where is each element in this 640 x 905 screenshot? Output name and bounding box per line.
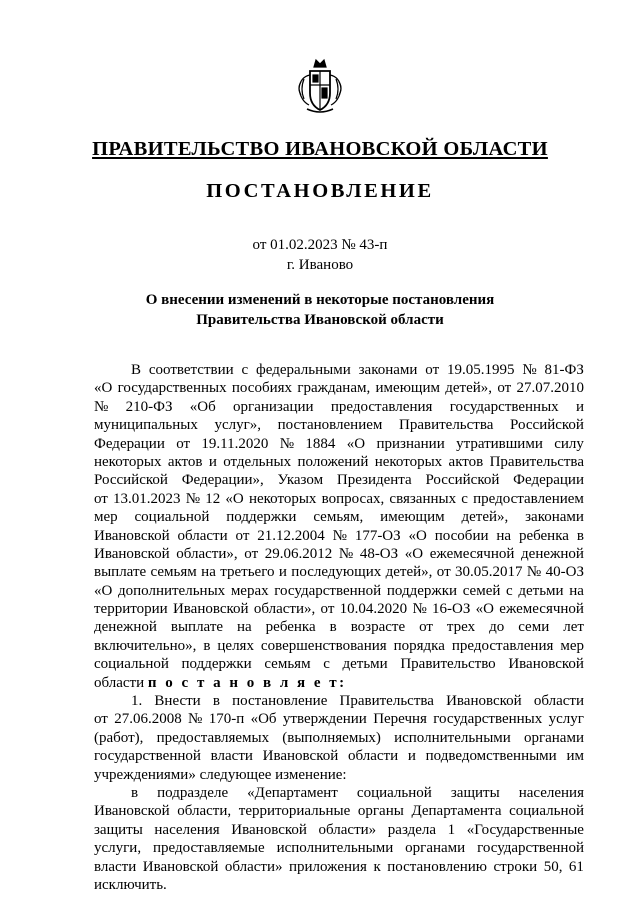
word: от (244, 545, 259, 562)
body-line (94, 784, 584, 802)
word: 170-п (208, 711, 245, 728)
word: (выполняемых) (282, 729, 381, 746)
word: поддержки (181, 656, 252, 673)
word: пособиях (231, 380, 293, 397)
organization-title: ПРАВИТЕЛЬСТВО ИВАНОВСКОЙ ОБЛАСТИ (92, 138, 548, 160)
word: утверждении (282, 711, 367, 728)
word: подведомственными (425, 748, 557, 765)
word: и (575, 398, 584, 415)
body-line (94, 839, 584, 857)
word: области, (177, 803, 232, 820)
body-line (94, 435, 584, 453)
word: Ивановской (262, 748, 339, 765)
word: детей», (461, 509, 509, 526)
subject-line-2: Правительства Ивановской области (196, 312, 444, 328)
word: Ивановской (94, 545, 170, 562)
word: лет (563, 619, 584, 636)
body-line (94, 637, 584, 655)
word: на (237, 619, 252, 636)
word: детьми (518, 582, 564, 599)
word: семей (462, 582, 501, 599)
word: услуг», (214, 417, 262, 434)
word: на (496, 527, 512, 544)
word: от (320, 601, 335, 618)
body-line (94, 692, 584, 710)
word: Правительство (400, 656, 496, 673)
word: «О (475, 601, 494, 618)
word: 1. (131, 693, 143, 710)
word: 30.05.2017 (455, 564, 523, 581)
word: услуги, (94, 840, 142, 857)
word: № (332, 527, 347, 544)
word: гражданам, (297, 380, 371, 397)
word: Указом (277, 472, 324, 489)
word: Российской (425, 472, 500, 489)
word: от (235, 527, 250, 544)
word: услуг (548, 711, 584, 728)
word: «О (94, 380, 113, 397)
word: Ивановской (94, 527, 170, 544)
word: «Государственные (466, 821, 584, 838)
word: социальной (509, 803, 584, 820)
word: области (533, 693, 584, 710)
word: социальной (356, 784, 432, 801)
word: Ивановской (231, 821, 307, 838)
word: защиты (450, 784, 500, 801)
body-line (94, 361, 584, 379)
word: выплате (170, 619, 224, 636)
word: трех (446, 619, 476, 636)
word: 1 (447, 821, 456, 838)
word: 29.06.2012 (264, 545, 333, 562)
word: вопросах, (321, 490, 385, 507)
word: некоторых (94, 453, 162, 470)
body-line (94, 545, 584, 563)
word: В (131, 362, 142, 378)
word: 81-ФЗ (544, 362, 584, 378)
word: 21.12.2004 (257, 527, 325, 544)
word: с (461, 490, 468, 507)
coat-of-arms-icon (295, 55, 345, 115)
word: Ивановской (172, 601, 249, 618)
word: законами (358, 362, 418, 378)
word: государственных (433, 711, 543, 728)
word: «Об (189, 398, 216, 415)
word: Правительства (399, 417, 494, 434)
body-line (94, 508, 584, 526)
word: муниципальных (94, 417, 198, 434)
document-date-number: от 01.02.2023 № 43-п (252, 237, 388, 253)
word: 1884 (305, 435, 336, 452)
word: населения (518, 784, 584, 801)
word: исполнительными (276, 840, 394, 857)
word: законами (525, 509, 584, 526)
word: № (279, 435, 295, 452)
word: государственных (449, 398, 559, 415)
word: 13.01.2023 (113, 490, 181, 507)
word: к (373, 858, 381, 875)
word: с (323, 656, 330, 673)
word: на (201, 564, 216, 581)
word: Ивановской (508, 656, 584, 673)
word: приложения (289, 858, 367, 875)
word: защиты (94, 821, 143, 838)
word: от (176, 435, 191, 452)
word: 210-ФЗ (125, 398, 173, 415)
body-line (94, 398, 584, 416)
body-line (94, 618, 584, 636)
document-type: ПОСТАНОВЛЕНИЕ (206, 180, 434, 202)
body-line (94, 563, 584, 581)
word: от (497, 380, 512, 397)
word: совершенствования (260, 637, 387, 654)
word: поддержки (386, 582, 458, 599)
word: денежной (521, 545, 584, 562)
body-line (94, 729, 584, 747)
word: на (569, 582, 584, 599)
word: до (489, 619, 505, 636)
word: положений (297, 453, 369, 470)
word: включительно», (94, 637, 197, 654)
body-line (94, 747, 584, 765)
word: предоставляемых (156, 729, 270, 746)
word: органами (523, 729, 584, 746)
word: в (212, 693, 220, 710)
word: Внести (154, 693, 201, 710)
body-line (94, 379, 584, 397)
word: территориальные (238, 803, 351, 820)
word: области» (224, 858, 283, 875)
word: власти (210, 748, 253, 765)
word: семьям (150, 564, 197, 581)
word: № (412, 601, 427, 618)
body-line (94, 858, 584, 876)
word: последующих (291, 564, 382, 581)
word: социальной (134, 509, 210, 526)
word: Президента (336, 472, 412, 489)
word: Перечня (373, 711, 427, 728)
word: 16-ОЗ (432, 601, 471, 618)
word: «Департамент (247, 784, 338, 801)
word: № (522, 362, 537, 378)
body-line (94, 453, 584, 471)
word: третьего (220, 564, 275, 581)
body-line (94, 527, 584, 545)
word: имеющим (380, 509, 445, 526)
body-line (94, 471, 584, 489)
word: и (208, 453, 217, 470)
word: власти (94, 858, 137, 875)
word: пособии (434, 527, 489, 544)
word: 48-ОЗ (359, 545, 399, 562)
word: детей», (445, 380, 493, 397)
word: детей», (385, 564, 433, 581)
word: 27.07.2010 (516, 380, 584, 397)
word: им (566, 748, 584, 765)
word: «О (408, 527, 427, 544)
word: от (436, 564, 451, 581)
word: области», (176, 545, 238, 562)
subject-line-1: О внесении изменений в некоторые постановления (145, 292, 495, 308)
item-1-paragraph (94, 692, 584, 766)
body-line (94, 802, 584, 820)
word: денежной (94, 619, 157, 636)
word: силу (554, 435, 584, 452)
word: ребенка (518, 527, 569, 544)
body-line (94, 416, 584, 434)
word: Ивановской (446, 693, 522, 710)
word: № (185, 490, 201, 507)
word: 40-ОЗ (545, 564, 584, 581)
word: постановление (232, 693, 328, 710)
word: федеральными (256, 362, 351, 378)
word: «Об (250, 711, 277, 728)
word: актов (167, 453, 203, 470)
word: постановлением (277, 417, 383, 434)
subitem-last-line: исключить. (94, 876, 167, 893)
word: Департамента (411, 803, 502, 820)
word: поддержки (226, 509, 297, 526)
word: возрасте (350, 619, 406, 636)
word: «О (225, 490, 244, 507)
word: 27.06.2008 (114, 711, 182, 728)
word: Правительства (489, 453, 584, 470)
word: Ивановской (142, 858, 219, 875)
word: № (94, 398, 109, 415)
body-line (94, 821, 584, 839)
word: имеющим (375, 380, 440, 397)
word: Федерации (513, 472, 584, 489)
word: некоторых (248, 490, 317, 507)
word: строки (493, 858, 538, 875)
word: 177-ОЗ (354, 527, 401, 544)
word: населения (154, 821, 220, 838)
word: государственной (94, 748, 201, 765)
word: исполнительными (394, 729, 511, 746)
word: Российской (94, 472, 168, 489)
word: «О (346, 435, 366, 452)
word: подразделе (157, 784, 229, 801)
word: «О (404, 545, 424, 562)
word: в (131, 784, 139, 801)
body-line (94, 600, 584, 618)
word: предоставления (330, 398, 433, 415)
word: организации (233, 398, 314, 415)
word: семьям, (313, 509, 364, 526)
word: предоставления (451, 637, 554, 654)
word: государственных (117, 380, 227, 397)
word: детьми (342, 656, 388, 673)
word: ежемесячной (499, 601, 584, 618)
word: (работ), (94, 729, 144, 746)
item-1-last-line: учреждениями» следующее изменение: (94, 766, 347, 783)
word: Российской (510, 417, 584, 434)
word: мерах (230, 582, 269, 599)
word: органами (405, 840, 466, 857)
word: территории (94, 601, 168, 618)
word: государственной (477, 840, 584, 857)
word: государственной (274, 582, 382, 599)
word: 61 (568, 858, 584, 875)
word: от (419, 619, 433, 636)
word: и (278, 564, 287, 581)
word: 10.04.2020 (339, 601, 408, 618)
word: с (241, 362, 249, 378)
word: соответствии (148, 362, 234, 378)
preamble-last-line (94, 674, 584, 692)
word: семи (518, 619, 550, 636)
word: органы (357, 803, 404, 820)
word: от (425, 362, 440, 378)
word: области (348, 748, 399, 765)
resolves-keyword: п о с т а н о в л я е т: (147, 674, 347, 691)
word: от (94, 711, 108, 728)
body-line (94, 582, 584, 600)
body-line (94, 490, 584, 508)
word: порядка (393, 637, 445, 654)
word: 50, (543, 858, 563, 875)
word: области (177, 527, 228, 544)
word: в (329, 619, 337, 636)
word: № (338, 545, 354, 562)
word: социальной (94, 656, 169, 673)
word: мер (560, 637, 584, 654)
word: от (94, 490, 108, 507)
word: утратившими (456, 435, 543, 452)
word: Правительства (339, 693, 434, 710)
word: мер (94, 509, 118, 526)
word: некоторых (374, 453, 443, 470)
word: в (576, 527, 584, 544)
word: признании (376, 435, 445, 452)
word: области», (253, 601, 316, 618)
word: с (506, 582, 513, 599)
subitem-paragraph (94, 784, 584, 876)
word: ребенка (265, 619, 316, 636)
word: № (188, 711, 203, 728)
word: семьям (264, 656, 311, 673)
word: «О (94, 582, 113, 599)
word: предоставлением (473, 490, 584, 507)
word: предоставляемые (152, 840, 265, 857)
document-city: г. Иваново (286, 257, 354, 273)
word: дополнительных (118, 582, 226, 599)
word: выплате (94, 564, 147, 581)
word: и (407, 748, 416, 765)
document-body (94, 361, 584, 894)
word: 19.05.1995 (447, 362, 515, 378)
preamble-paragraph (94, 361, 584, 674)
word: связанных (389, 490, 457, 507)
body-line (94, 655, 584, 673)
word: 19.11.2020 (201, 435, 269, 452)
word: Ивановской (94, 803, 170, 820)
word: отдельных (223, 453, 292, 470)
word: 12 (205, 490, 221, 507)
word: Федерации», (181, 472, 264, 489)
word: ежемесячной (429, 545, 515, 562)
word: раздела (387, 821, 437, 838)
word: № (526, 564, 542, 581)
word: актов (448, 453, 484, 470)
preamble-last-prefix: области (94, 674, 148, 691)
word: в (203, 637, 211, 654)
body-line (94, 710, 584, 728)
word: области» (318, 821, 377, 838)
word: целях (217, 637, 254, 654)
word: постановлению (387, 858, 487, 875)
word: Федерации (94, 435, 165, 452)
